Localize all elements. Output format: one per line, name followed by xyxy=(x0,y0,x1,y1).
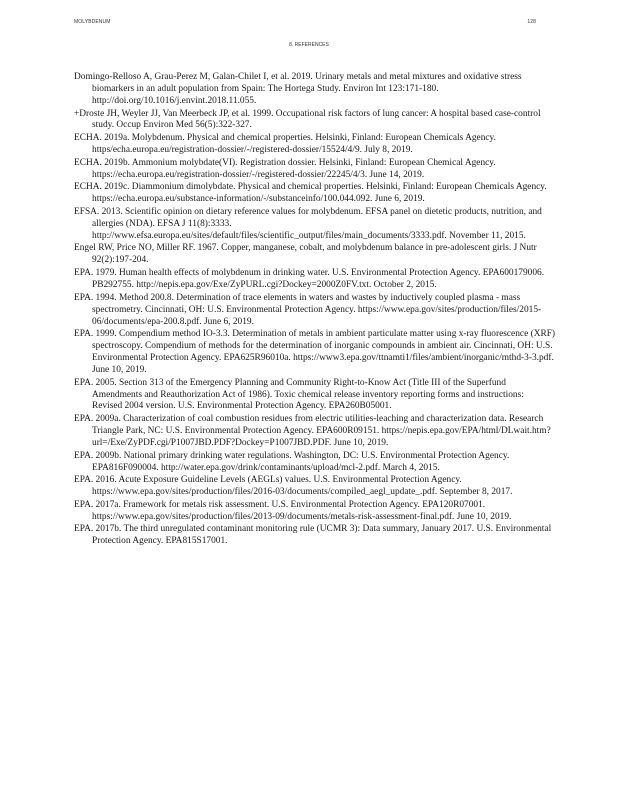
reference-entry: EPA. 1979. Human health effects of molybdenum in drinking water. U.S. Environmental Protection Agency. EPA600179006. PB292755. http://nepis.epa.gov/Exe/ZyPURL.cgi?Dockey=2000Z0FV.txt. October 2, 2015. xyxy=(74,268,545,290)
reference-entry: ECHA. 2019a. Molybdenum. Physical and chemical properties. Helsinki, Finland: European Chemicals Agency. https/echa.europa.eu/registration-dossier/-/registered-dossier/15524/4/9. July 8, 2019. xyxy=(74,133,496,156)
section-heading: 8. REFERENCES xyxy=(289,42,329,48)
reference-entry: EPA. 2017b. The third unregulated contaminant monitoring rule (UCMR 3): Data summary, January 2017. U.S. Environmental Protection Agency. EPA815S17001. xyxy=(74,524,552,547)
reference-list xyxy=(74,72,556,549)
running-header-title: MOLYBDENUM xyxy=(74,19,111,25)
reference-entry: EPA. 1994. Method 200.8. Determination of trace elements in waters and wastes by inductively coupled plasma - mass spectrometry. Cincinnati, OH: U.S. Environmental Protection Agency. https://www.epa.gov/sites/production/files/2015-06/documents/epa-200.8.pdf. June 6, 2019. xyxy=(74,292,542,327)
reference-entry: ECHA. 2019b. Ammonium molybdate(VI). Registration dossier. Helsinki, Finland: European Chemical Agency. https://echa.europa.eu/registration-dossier/-/registered-dossier/22245/4/3. June 14, 2019. xyxy=(74,157,496,180)
reference-entry: EFSA. 2013. Scientific opinion on dietary reference values for molybdenum. EFSA panel on dietetic products, nutrition, and allergies (NDA). EFSA J 11(8):3333. http://www.efsa.europa.eu/sites/default/files/scientific_output/files/main_documents/3333.pdf. November 11, 2015. xyxy=(74,206,542,241)
reference-entry: Engel RW, Price NO, Miller RF. 1967. Copper, manganese, cobalt, and molybdenum balance in pre-adolescent girls. J Nutr 92(2):197-204. xyxy=(74,243,537,266)
reference-entry: EPA. 2016. Acute Exposure Guideline Levels (AEGLs) values. U.S. Environmental Protection Agency. https://www.epa.gov/sites/production/files/2016-03/documents/compiled_aegl_update_.pdf. September 8, 2017. xyxy=(74,475,513,498)
reference-entry: EPA. 2009a. Characterization of coal combustion residues from electric utilities-leaching and characterization data. Research Triangle Park, NC: U.S. Environmental Protection Agency. EPA600R09151. https://nepis.epa.gov/EPA/html/DLwait.htm?url=/Exe/ZyPDF.cgi/P1007JBD.PDF?Dockey=P1007JBD.PDF. June 10, 2019. xyxy=(74,414,551,448)
reference-entry: EPA. 2005. Section 313 of the Emergency Planning and Community Right-to-Know Act (Title III of the Superfund Amendments and Reauthorization Act of 1986). Toxic chemical release inventory reporting forms and instructions: Revised 2004 version. U.S. Environmental Protection Agency. EPA260B05001. xyxy=(74,377,524,412)
reference-entry: +Droste JH, Weyler JJ, Van Meerbeck JP, et al. 1999. Occupational risk factors of lung cancer: A hospital based case-control study. Occup Environ Med 56(5):322-327. xyxy=(74,108,541,131)
reference-entry: EPA. 1999. Compendium method IO-3.3. Determination of metals in ambient particulate matter using x-ray fluorescence (XRF) spectroscopy. Compendium of methods for the determination of inorganic compounds in ambient air. Cincinnati, OH: U.S. Environmental Protection Agency. EPA625R96010a. https://www3.epa.gov/ttnamti1/files/ambient/inorganic/mthd-3-3.pdf. June 10, 2019. xyxy=(74,329,556,375)
reference-entry: EPA. 2017a. Framework for metals risk assessment. U.S. Environmental Protection Agency. EPA120R07001. https://www.epa.gov/sites/production/files/2013-09/documents/metals-risk-assessment-final.pdf. June 10, 2019. xyxy=(74,499,512,522)
reference-entry: Domingo-Relloso A, Grau-Perez M, Galan-Chilet I, et al. 2019. Urinary metals and metal mixtures and oxidative stress biomarkers in an adult population from Spain: The Hortega Study. Environ Int 123:171-180. http://doi.org/10.1016/j.envint.2018.11.055. xyxy=(74,72,522,106)
reference-entry: EPA. 2009b. National primary drinking water regulations. Washington, DC: U.S. Environmental Protection Agency. EPA816F090004. http://water.epa.gov/drink/contaminants/upload/mcl-2.pdf. March 4, 2015. xyxy=(74,450,510,473)
page-number: 128 xyxy=(527,19,536,25)
reference-entry: ECHA. 2019c. Diammonium dimolybdate. Physical and chemical properties. Helsinki, Finland: European Chemicals Agency. https://echa.europa.eu/substance-information/-/substanceinfo/100.044.092. June 6, 2019. xyxy=(74,182,547,205)
